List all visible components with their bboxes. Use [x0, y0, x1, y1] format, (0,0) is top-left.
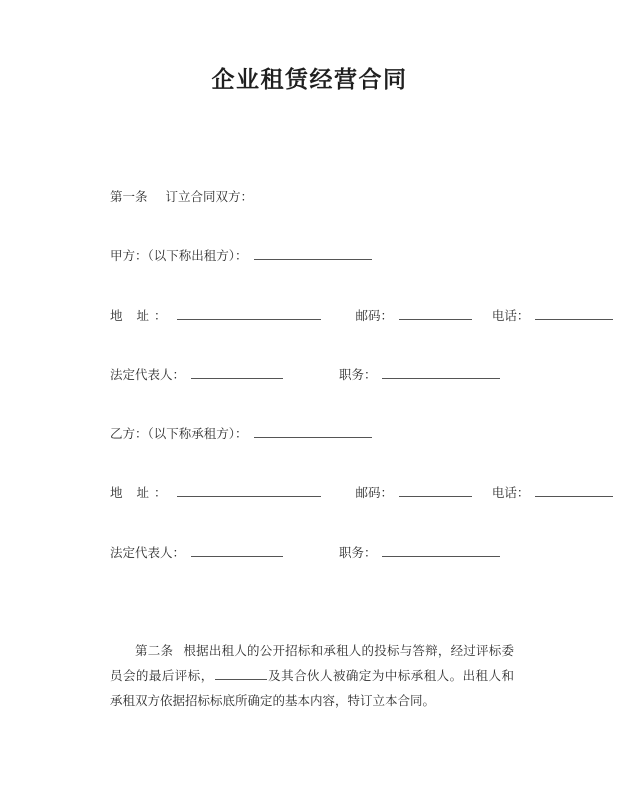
party-b-duty-label: 职务： [338, 544, 377, 560]
contract-body [110, 186, 530, 563]
party-b-rep-label: 法定代表人： [110, 544, 186, 560]
clause-two-text-before: 根据出租人的公开招标和承租人的投标与答辩，经过评标委员会的最后评标， [110, 642, 514, 683]
party-b-phone-blank[interactable] [535, 484, 613, 497]
clause-two-winner-blank[interactable] [215, 668, 267, 680]
clause-one-line [110, 186, 520, 207]
party-a-rep-line [110, 364, 520, 385]
party-b-duty-blank[interactable] [382, 544, 500, 557]
party-b-postcode-blank[interactable] [399, 484, 472, 497]
party-b-rep-blank[interactable] [191, 544, 283, 557]
clause-two-number: 第二条 [135, 642, 174, 658]
clause-two-paragraph [110, 638, 514, 713]
party-a-rep-label: 法定代表人： [110, 366, 186, 382]
party-a-address-blank[interactable] [177, 307, 321, 320]
party-a-rep-blank[interactable] [191, 366, 283, 379]
party-b-address-line [110, 482, 530, 503]
party-b-name-blank[interactable] [254, 425, 372, 438]
clause-one-heading: 订立合同双方： [165, 189, 253, 204]
party-a-name-blank[interactable] [254, 247, 372, 260]
party-a-label: 甲方：（以下称出租方）： [110, 248, 248, 264]
party-a-duty-label: 职务： [338, 366, 377, 382]
party-b-postcode-label: 邮码： [355, 485, 393, 501]
party-b-phone-label: 电话： [491, 485, 530, 501]
party-a-duty-blank[interactable] [382, 366, 500, 379]
party-b-address-blank[interactable] [177, 484, 321, 497]
party-a-address-label: 地 址： [110, 307, 172, 323]
clause-one-number: 第一条 [110, 189, 148, 204]
party-b-line [110, 423, 520, 444]
party-a-line [110, 245, 520, 266]
clause-two-text-after: 及其合伙人被确定为中标承租人。出租人和承租双方依据招标标底所确定的基本内容，特订立本合同。 [110, 667, 514, 708]
party-b-label: 乙方：（以下称承租方）： [110, 426, 248, 441]
party-a-phone-label: 电话： [491, 307, 530, 323]
party-b-address-label: 地 址： [110, 485, 172, 501]
party-a-postcode-blank[interactable] [399, 307, 472, 320]
party-b-rep-line [110, 542, 520, 563]
party-a-address-line [110, 305, 530, 326]
party-a-phone-blank[interactable] [535, 307, 613, 320]
party-a-postcode-label: 邮码： [355, 307, 393, 323]
page-title: 企业租赁经营合同 [211, 66, 408, 93]
